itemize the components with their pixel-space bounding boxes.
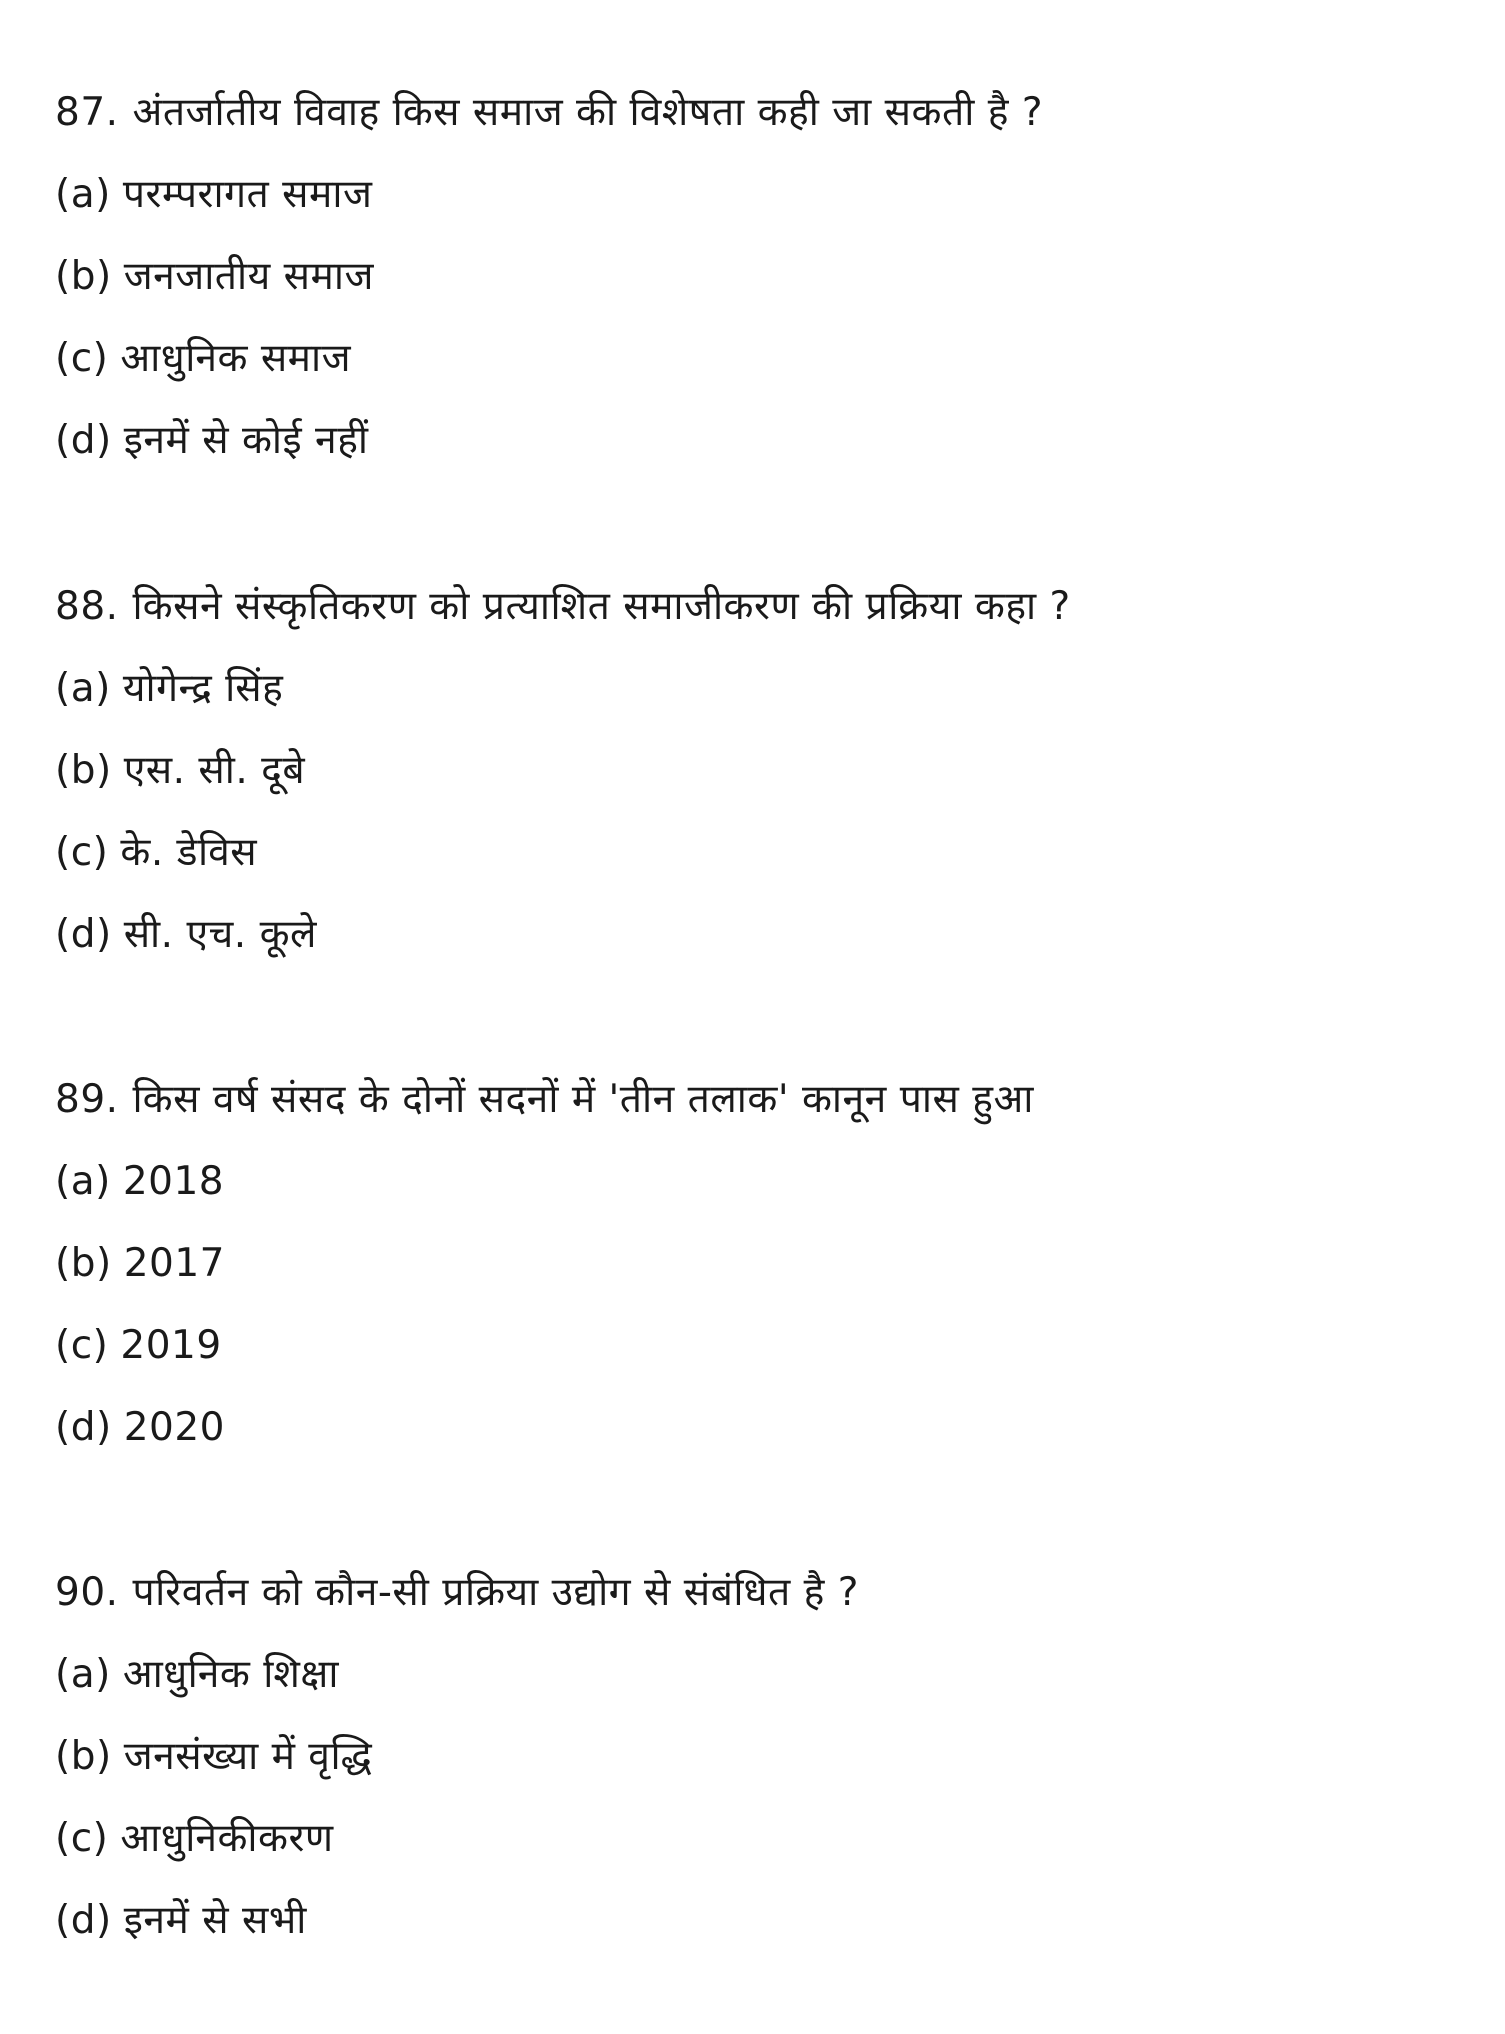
option-text: आधुनिक शिक्षा	[122, 1652, 339, 1697]
option-c	[55, 1305, 1455, 1387]
option-label: (c)	[55, 1323, 109, 1368]
question-90	[55, 1552, 1455, 1962]
option-label: (a)	[55, 1652, 111, 1697]
option-label: (b)	[55, 254, 112, 299]
option-text: इनमें से कोई नहीं	[123, 418, 369, 463]
option-a	[55, 154, 1455, 236]
option-a	[55, 1141, 1455, 1223]
question-text: परिवर्तन को कौन-सी प्रक्रिया उद्योग से संबंधित है ?	[132, 1570, 859, 1615]
question-number: 87.	[55, 90, 119, 135]
option-text: इनमें से सभी	[123, 1898, 307, 1943]
question-stem	[55, 1552, 1455, 1634]
option-label: (d)	[55, 912, 112, 957]
question-text: अंतर्जातीय विवाह किस समाज की विशेषता कही जा सकती है ?	[132, 90, 1044, 135]
option-c	[55, 1798, 1455, 1880]
option-text: जनसंख्या में वृद्धि	[123, 1734, 373, 1779]
option-label: (a)	[55, 666, 111, 711]
question-text: किस वर्ष संसद के दोनों सदनों में 'तीन तलाक' कानून पास हुआ	[132, 1077, 1034, 1122]
option-label: (a)	[55, 1159, 111, 1204]
option-c	[55, 318, 1455, 400]
option-d	[55, 1387, 1455, 1469]
option-b	[55, 1223, 1455, 1305]
option-label: (d)	[55, 1898, 112, 1943]
question-stem	[55, 566, 1455, 648]
option-b	[55, 236, 1455, 318]
option-label: (c)	[55, 336, 109, 381]
option-text: परम्परागत समाज	[122, 172, 373, 217]
option-label: (a)	[55, 172, 111, 217]
option-d	[55, 1880, 1455, 1962]
question-number: 88.	[55, 584, 119, 629]
question-number: 89.	[55, 1077, 119, 1122]
option-a	[55, 648, 1455, 730]
option-text: योगेन्द्र सिंह	[122, 666, 284, 711]
question-number: 90.	[55, 1570, 119, 1615]
option-label: (d)	[55, 418, 112, 463]
option-text: सी. एच. कूले	[123, 912, 317, 957]
option-d	[55, 894, 1455, 976]
question-87	[55, 72, 1455, 482]
option-c	[55, 812, 1455, 894]
option-text: आधुनिकीकरण	[120, 1816, 334, 1861]
option-label: (c)	[55, 1816, 109, 1861]
question-89	[55, 1059, 1455, 1469]
option-b	[55, 730, 1455, 812]
question-88	[55, 566, 1455, 976]
option-text: आधुनिक समाज	[120, 336, 352, 381]
option-text: एस. सी. दूबे	[123, 748, 306, 793]
option-text: 2018	[122, 1159, 225, 1204]
option-label: (b)	[55, 1734, 112, 1779]
option-text: 2019	[120, 1323, 222, 1368]
option-text: जनजातीय समाज	[123, 254, 374, 299]
option-text: के. डेविस	[120, 830, 258, 875]
option-label: (c)	[55, 830, 109, 875]
option-d	[55, 400, 1455, 482]
question-stem	[55, 72, 1455, 154]
question-text: किसने संस्कृतिकरण को प्रत्याशित समाजीकरण की प्रक्रिया कहा ?	[132, 584, 1071, 629]
option-text: 2020	[123, 1405, 225, 1450]
option-text: 2017	[123, 1241, 225, 1286]
option-a	[55, 1634, 1455, 1716]
option-label: (d)	[55, 1405, 112, 1450]
question-stem	[55, 1059, 1455, 1141]
option-b	[55, 1716, 1455, 1798]
option-label: (b)	[55, 748, 112, 793]
option-label: (b)	[55, 1241, 112, 1286]
